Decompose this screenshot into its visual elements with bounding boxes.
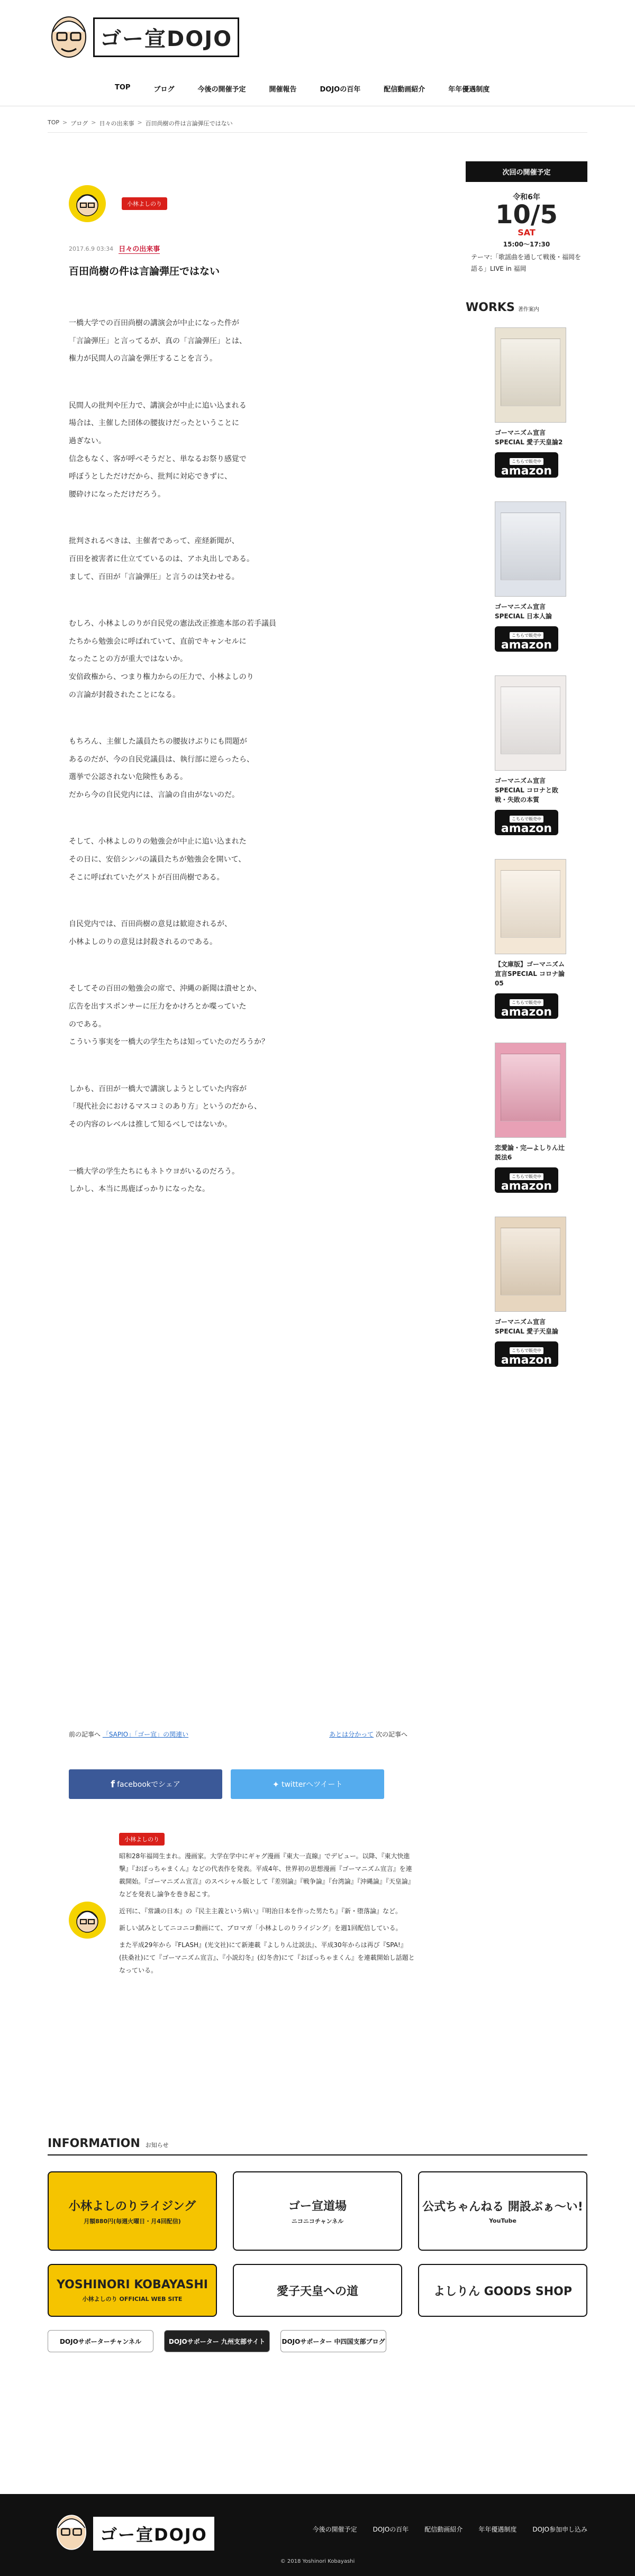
book-cover[interactable] [495, 1217, 566, 1312]
article-line: なったことの方が重大ではないか。 [69, 655, 187, 664]
amazon-button[interactable] [495, 1341, 558, 1367]
book-title[interactable]: ゴーマニズム宣言SPECIAL コロナと敗戦・失敗の本質 [495, 777, 559, 804]
book-item [466, 501, 587, 652]
logo-text: ゴー宣DOJO [93, 17, 239, 57]
event-date: 10/5 [495, 200, 558, 230]
article-date: 2017.6.9 03:34 [69, 245, 114, 252]
info-banner[interactable] [418, 2264, 587, 2317]
event-theme: テーマ:「歌謡曲を通して戦後・福岡を語る」LIVE in 福岡 [471, 253, 582, 272]
amazon-logo: amazon [501, 822, 552, 836]
amazon-button[interactable] [495, 452, 558, 478]
amazon-button[interactable] [495, 1167, 558, 1193]
article-line: 「言論弾圧」と言ってるが、真の「言論弾圧」とは、 [69, 336, 247, 345]
article-line: 広告を出すスポンサーに圧力をかけろとか喋っていた [69, 1002, 247, 1011]
banner-title: よしりん GOODS SHOP [433, 2285, 572, 2298]
sidebar [466, 161, 587, 1367]
banner-grid [48, 2171, 587, 2317]
site-header [0, 0, 635, 94]
book-item [466, 327, 587, 478]
article-line: もちろん、主催した議員たちの腰抜けぶりにも問題が [69, 737, 247, 746]
bio-text [119, 1833, 415, 1977]
amazon-small-label: こちらで販売中 [510, 1347, 543, 1354]
article-line: 「現代社会におけるマスコミのあり方」というのだから、 [69, 1102, 261, 1111]
book-cover-art [501, 339, 560, 406]
article-line: そしてその百田の勉強会の席で、沖縄の新聞は潰せとか、 [69, 984, 261, 993]
article-line: 自民党内では、百田尚樹の意見は歓迎されるが、 [69, 920, 232, 929]
info-banner[interactable] [418, 2171, 587, 2251]
book-cover[interactable] [495, 859, 566, 954]
breadcrumb-category[interactable]: 日々の出来事 [99, 120, 134, 127]
breadcrumb [48, 119, 233, 127]
article-line: 場合は、主催した団体の腰抜けだったということに [69, 419, 239, 428]
nav-item-blog[interactable]: ブログ [153, 86, 175, 94]
prev-next-nav [69, 1730, 407, 1739]
breadcrumb-separator: > [62, 119, 68, 126]
paragraph-gap [69, 704, 386, 733]
bio-avatar [69, 1902, 106, 1939]
paragraph-gap [69, 1052, 386, 1081]
book-item [466, 859, 587, 1019]
banner-subtitle: 月額880円(毎週火曜日・月4回配信) [84, 2217, 181, 2225]
paragraph-gap [69, 804, 386, 833]
prev-label: 前の記事へ [69, 1731, 101, 1738]
article [69, 185, 386, 1199]
works-subtitle: 著作案内 [518, 307, 539, 313]
article-line: 一橋大学での百田尚樹の講演会が中止になった件が [69, 319, 239, 327]
amazon-button[interactable] [495, 626, 558, 652]
amazon-logo: amazon [501, 1180, 552, 1193]
amazon-small-label: こちらで販売中 [510, 458, 543, 465]
facebook-share-button[interactable] [69, 1769, 222, 1799]
footer-nav-videos[interactable]: 配信動画紹介 [424, 2526, 463, 2533]
banner-subtitle: 小林よしのり OFFICIAL WEB SITE [82, 2295, 183, 2303]
next-post [329, 1730, 407, 1739]
twitter-share-label: twitterへツイート [281, 1780, 343, 1789]
article-line: の言論が封殺されたことになる。 [69, 690, 180, 699]
nav-item-top[interactable]: TOP [115, 84, 131, 92]
book-cover-art [501, 513, 560, 580]
banner-title: 小林よしのりライジング [68, 2199, 196, 2213]
info-banner[interactable] [48, 2171, 217, 2251]
twitter-share-button[interactable] [231, 1769, 384, 1799]
book-title[interactable]: 【文庫版】ゴーマニズム宣言SPECIAL コロナ論05 [495, 961, 565, 988]
footer-logo-text: ゴー宣DOJO [93, 2517, 214, 2551]
article-line: だから今の自民党内には、言論の自由がないのだ。 [69, 790, 239, 799]
article-line: 批判されるべきは、主催者であって、産経新聞が、 [69, 537, 239, 546]
article-line: 信念もなく、客が呼べそうだと、単なるお祭り感覚で [69, 454, 247, 463]
bio-line: 昭和28年福岡生まれ。漫画家。大学在学中にギャグ漫画『東大一直線』でデビュー。以降、『東大快進撃』『おぼっちゃまくん』などの代表作を発表。平成4年、世界初の思想漫画『ゴーマニズム宣言』を連載開始。『ゴーマニズム宣言』のスペシャル版として『差別論』『戦争論』『台湾論』『沖縄論』『天皇論』などを発表し論争を巻き起こす。 [119, 1852, 414, 1898]
works-heading [466, 301, 587, 314]
article-title: 百田尚樹の件は言論弾圧ではない [69, 266, 220, 277]
breadcrumb-separator: > [137, 119, 142, 126]
footer-nav-apply[interactable]: DOJO参加申し込み [532, 2526, 587, 2533]
footer-nav-benefits[interactable]: 年年優遇制度 [478, 2526, 517, 2533]
bio-line: 近刊に、『常識の日本』の『民主主義という病い』『明治日本を作った男たち』『新・堕落論』など。 [119, 1907, 402, 1915]
paragraph-gap [69, 1134, 386, 1163]
information-subtitle: お知らせ [145, 2142, 169, 2149]
article-line: こういう事実を一橋大の学生たちは知っていたのだろうか？ [69, 1038, 269, 1047]
amazon-small-label: こちらで販売中 [510, 816, 543, 823]
site-logo[interactable] [48, 11, 239, 63]
book-title[interactable]: ゴーマニズム宣言SPECIAL 愛子天皇論2 [495, 429, 563, 446]
article-line: 百田を被害者に仕立てているのは、アホ丸出しである。 [69, 554, 254, 563]
book-title[interactable]: 恋愛論・完—よしりん辻説法6 [495, 1144, 565, 1162]
nav-item-benefits[interactable]: 年年優遇制度 [448, 86, 490, 94]
nav-item-schedule[interactable]: 今後の開催予定 [197, 86, 246, 94]
information-section [48, 2137, 587, 2352]
article-line: 一橋大学の学生たちにもネトウヨがいるのだろう。 [69, 1167, 239, 1176]
breadcrumb-blog[interactable]: ブログ [70, 120, 88, 127]
article-line: 腰砕けになっただけだろう。 [69, 490, 165, 499]
article-line: 呼ぼうとしただけだから、批判に対応できずに、 [69, 472, 232, 481]
article-line: むしろ、小林よしのりが自民党の憲法改正推進本部の若手議員 [69, 619, 276, 628]
amazon-logo: amazon [501, 464, 552, 478]
share-buttons [69, 1769, 384, 1799]
info-banner[interactable] [233, 2171, 402, 2251]
amazon-logo: amazon [501, 1006, 552, 1019]
banner-subtitle: YouTube [489, 2217, 516, 2224]
logo-character-icon [48, 11, 90, 63]
nav-item-videos[interactable]: 配信動画紹介 [384, 86, 425, 94]
book-title[interactable]: ゴーマニズム宣言SPECIAL 愛子天皇論 [495, 1318, 559, 1336]
book-cover[interactable] [495, 1043, 566, 1138]
main-nav [103, 84, 501, 94]
amazon-small-label: こちらで販売中 [510, 1173, 543, 1180]
article-line: 権力が民間人の言論を弾圧することを言う。 [69, 354, 217, 363]
breadcrumb-current: 百田尚樹の件は言論弾圧ではない [145, 120, 233, 127]
book-cover-art [501, 1228, 560, 1295]
article-line: 安倍政権から、つまり権力からの圧力で、小林よしのり [69, 672, 254, 681]
book-cover[interactable] [495, 675, 566, 771]
supporter-banner[interactable]: DOJOサポーターチャンネル [48, 2330, 153, 2352]
footer-logo-character-icon [53, 2510, 90, 2557]
amazon-logo: amazon [501, 1354, 552, 1367]
supporter-banner[interactable]: DOJOサポーター 中四国支部ブログ [280, 2330, 386, 2352]
information-title: INFORMATION [48, 2137, 140, 2150]
event-time: 15:00〜17:30 [503, 241, 550, 248]
twitter-icon: ✦ [272, 1779, 279, 1789]
bio-tag[interactable]: 小林よしのり [119, 1833, 165, 1846]
article-line: たちから勉強会に呼ばれていて、直前でキャンセルに [69, 637, 247, 646]
amazon-small-label: こちらで販売中 [510, 999, 543, 1006]
article-line: まして、百田が「言論弾圧」と言うのは笑わせる。 [69, 572, 239, 581]
next-event-heading: 次回の開催予定 [466, 161, 587, 182]
next-label: 次の記事へ [375, 1731, 407, 1738]
bio-line: また平成29年から『FLASH』(光文社)にて新連載『よしりん辻説法』、平成30年からは再び『SPA!』(扶桑社)にて『ゴーマニズム宣言』、『小説幻冬』(幻冬舎)にて『おぼっちゃまくん』を連載開始し話題となっている。 [119, 1941, 415, 1974]
amazon-small-label: こちらで販売中 [510, 632, 543, 639]
article-line: のである。 [69, 1020, 106, 1029]
info-banner[interactable] [48, 2264, 217, 2317]
book-item [466, 675, 587, 835]
banner-subtitle: ニコニコチャンネル [291, 2217, 344, 2225]
site-footer [0, 2494, 635, 2576]
information-heading [48, 2137, 587, 2155]
facebook-share-label: facebookでシェア [117, 1780, 180, 1789]
info-banner[interactable] [233, 2264, 402, 2317]
article-line: その内容のレベルは推して知るべしではないか。 [69, 1120, 232, 1129]
facebook-icon: f [111, 1778, 115, 1790]
article-line: しかも、百田が一橋大で講演しようとしていた内容が [69, 1084, 247, 1093]
footer-nav-schedule[interactable]: 今後の開催予定 [312, 2526, 357, 2533]
event-day-of-week: SAT [518, 227, 536, 237]
banner-title: 愛子天皇への道 [276, 2285, 358, 2298]
article-line: 選挙で公認されない危険性もある。 [69, 773, 187, 782]
footer-nav [313, 2525, 587, 2534]
nav-item-dojo-100[interactable]: DOJOの百年 [320, 86, 361, 94]
book-cover[interactable] [495, 501, 566, 597]
book-item [466, 1217, 587, 1367]
book-item [466, 1043, 587, 1193]
article-category[interactable]: 日々の出来事 [119, 243, 160, 254]
banner-title: 公式ちゃんねる 開設ぶぁ〜い! [422, 2200, 583, 2214]
next-event[interactable] [466, 191, 587, 275]
bio-line: 新しい試みとしてニコニコ動画にて、ブロマガ「小林よしのりライジング」を週1回配信している。 [119, 1924, 402, 1932]
article-line: そして、小林よしのりの勉強会が中止に追い込まれた [69, 837, 247, 846]
supporter-banner[interactable]: DOJOサポーター 九州支部サイト [164, 2330, 270, 2352]
paragraph-gap [69, 368, 386, 397]
banner-title: YOSHINORI KOBAYASHI [57, 2278, 208, 2291]
article-body [69, 315, 386, 1199]
article-line: 小林よしのりの意見は封殺されるのである。 [69, 937, 217, 946]
author-tag[interactable]: 小林よしのり [122, 197, 167, 210]
footer-logo[interactable] [53, 2510, 214, 2557]
amazon-button[interactable] [495, 993, 558, 1019]
footer-nav-dojo-100[interactable]: DOJOの百年 [373, 2526, 409, 2533]
article-line: しかし、本当に馬鹿ばっかりになったな。 [69, 1185, 210, 1194]
article-line: その日に、安倍シンパの議員たちが勉強会を開いて、 [69, 855, 246, 864]
amazon-logo: amazon [501, 638, 552, 652]
breadcrumb-separator: > [91, 119, 96, 126]
small-banner-row [48, 2330, 587, 2352]
book-cover-art [501, 1054, 560, 1121]
prev-post [69, 1730, 188, 1739]
paragraph-gap [69, 504, 386, 533]
next-link[interactable]: あとは分かって [329, 1731, 374, 1738]
article-line: あるのだが、今の自民党議員は、執行部に逆らったら、 [69, 755, 254, 764]
book-cover-art [501, 870, 560, 938]
article-line: そこに呼ばれていたゲストが百田尚樹である。 [69, 873, 224, 882]
paragraph-gap [69, 586, 386, 615]
prev-link[interactable]: 「SAPIO」「ゴー宣」の関連い [102, 1731, 189, 1738]
copyright: © 2018 Yoshinori Kobayashi [280, 2559, 355, 2564]
paragraph-gap [69, 951, 386, 980]
book-cover-art [501, 687, 560, 754]
breadcrumb-top[interactable]: TOP [48, 119, 60, 126]
nav-item-reports[interactable]: 開催報告 [269, 86, 297, 94]
event-year: 令和6年 [513, 193, 540, 202]
article-meta [69, 243, 386, 254]
author-row [69, 185, 386, 222]
banner-title: ゴー宣道場 [288, 2199, 347, 2213]
paragraph-gap [69, 887, 386, 916]
book-title[interactable]: ゴーマニズム宣言SPECIAL 日本人論 [495, 603, 552, 620]
article-line: 過ぎない。 [69, 436, 106, 445]
author-avatar [69, 185, 106, 222]
book-cover[interactable] [495, 327, 566, 423]
breadcrumb-divider [48, 132, 587, 133]
book-list [466, 327, 587, 1367]
article-line: 民間人の批判や圧力で、講演会が中止に追い込まれる [69, 401, 247, 410]
amazon-button[interactable] [495, 810, 558, 835]
works-title: WORKS [466, 301, 515, 315]
